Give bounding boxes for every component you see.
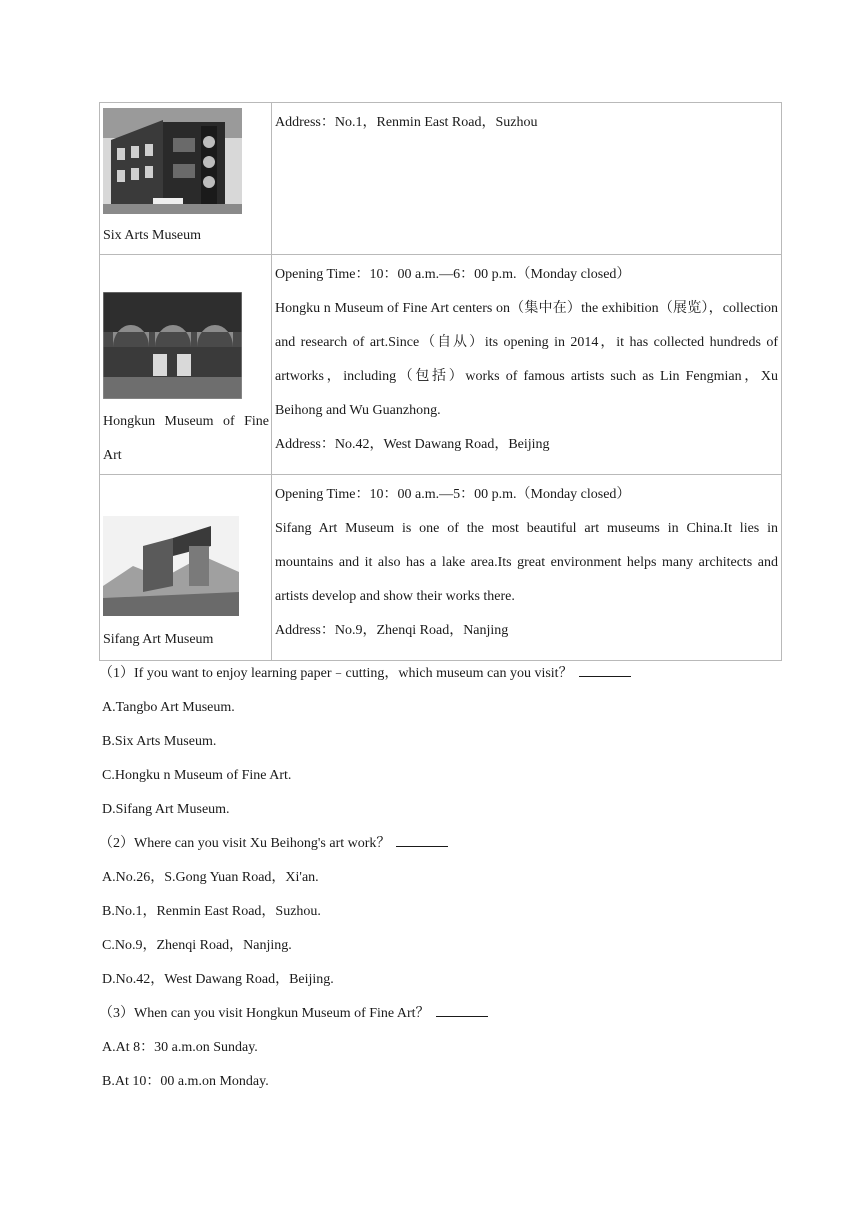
- museum-image-cell: [100, 255, 272, 475]
- answer-option: D.Sifang Art Museum.: [102, 802, 230, 817]
- question-stem: （2）Where can you visit Xu Beihong's art work？: [99, 827, 782, 861]
- museum-description: Hongku n Museum of Fine Art centers on（集中在）the exhibition（展览），collection and research of art.Since（自从）its opening in 2014，it has collected hundreds of artworks，including（包括）works of famous artists such as Lin Fengmian，Xu Beihong and Wu Guanzhong.: [275, 301, 778, 418]
- answer-option: A.No.26，S.Gong Yuan Road，Xi'an.: [102, 870, 319, 885]
- answer-option: A.Tangbo Art Museum.: [102, 700, 235, 715]
- museum-details-cell: [272, 255, 782, 475]
- museum-row-sifang: [100, 475, 782, 661]
- answer-option: C.Hongku n Museum of Fine Art.: [102, 768, 292, 783]
- museum-description: Sifang Art Museum is one of the most beautiful art museums in China.It lies in mountains and it also has a lake area.Its great environment helps many architects and artists develop and show their works there.: [275, 521, 778, 604]
- museum-address: Address：No.9，Zhenqi Road，Nanjing: [275, 623, 509, 638]
- museum-address: Address：No.1，Renmin East Road，Suzhou: [275, 115, 538, 130]
- answer-blank[interactable]: [579, 662, 631, 677]
- question-stem: （3）When can you visit Hongkun Museum of Fine Art？: [99, 997, 782, 1031]
- answer-option: D.No.42，West Dawang Road，Beijing.: [102, 972, 334, 987]
- answer-blank[interactable]: [396, 832, 448, 847]
- museum-info-table: [99, 102, 782, 661]
- answer-blank[interactable]: [436, 1002, 488, 1017]
- museum-arches-photo: [103, 292, 242, 399]
- question-list: [99, 657, 782, 1099]
- museum-address: Address：No.42，West Dawang Road，Beijing: [275, 437, 550, 452]
- museum-name: Six Arts Museum: [103, 228, 202, 243]
- museum-image-cell: [100, 475, 272, 661]
- question-stem: （1）If you want to enjoy learning paper﹣cutting，which museum can you visit？: [99, 657, 782, 691]
- museum-opening-time: Opening Time：10：00 a.m.—5：00 p.m.（Monday closed）: [275, 487, 631, 502]
- museum-row-six-arts: [100, 103, 782, 255]
- museum-modern-photo: [103, 516, 239, 616]
- museum-building-photo: [103, 108, 242, 214]
- answer-option: B.Six Arts Museum.: [102, 734, 217, 749]
- answer-option: A.At 8：30 a.m.on Sunday.: [102, 1040, 258, 1055]
- museum-name: Hongkun Museum of Fine Art: [103, 414, 269, 463]
- museum-details-cell: [272, 103, 782, 255]
- museum-image-cell: [100, 103, 272, 255]
- museum-details-cell: [272, 475, 782, 661]
- answer-option: C.No.9，Zhenqi Road，Nanjing.: [102, 938, 292, 953]
- museum-opening-time: Opening Time：10：00 a.m.—6：00 p.m.（Monday closed）: [275, 267, 631, 282]
- answer-option: B.No.1，Renmin East Road，Suzhou.: [102, 904, 321, 919]
- museum-row-hongkun: [100, 255, 782, 475]
- answer-option: B.At 10：00 a.m.on Monday.: [102, 1074, 269, 1089]
- museum-name: Sifang Art Museum: [103, 632, 214, 647]
